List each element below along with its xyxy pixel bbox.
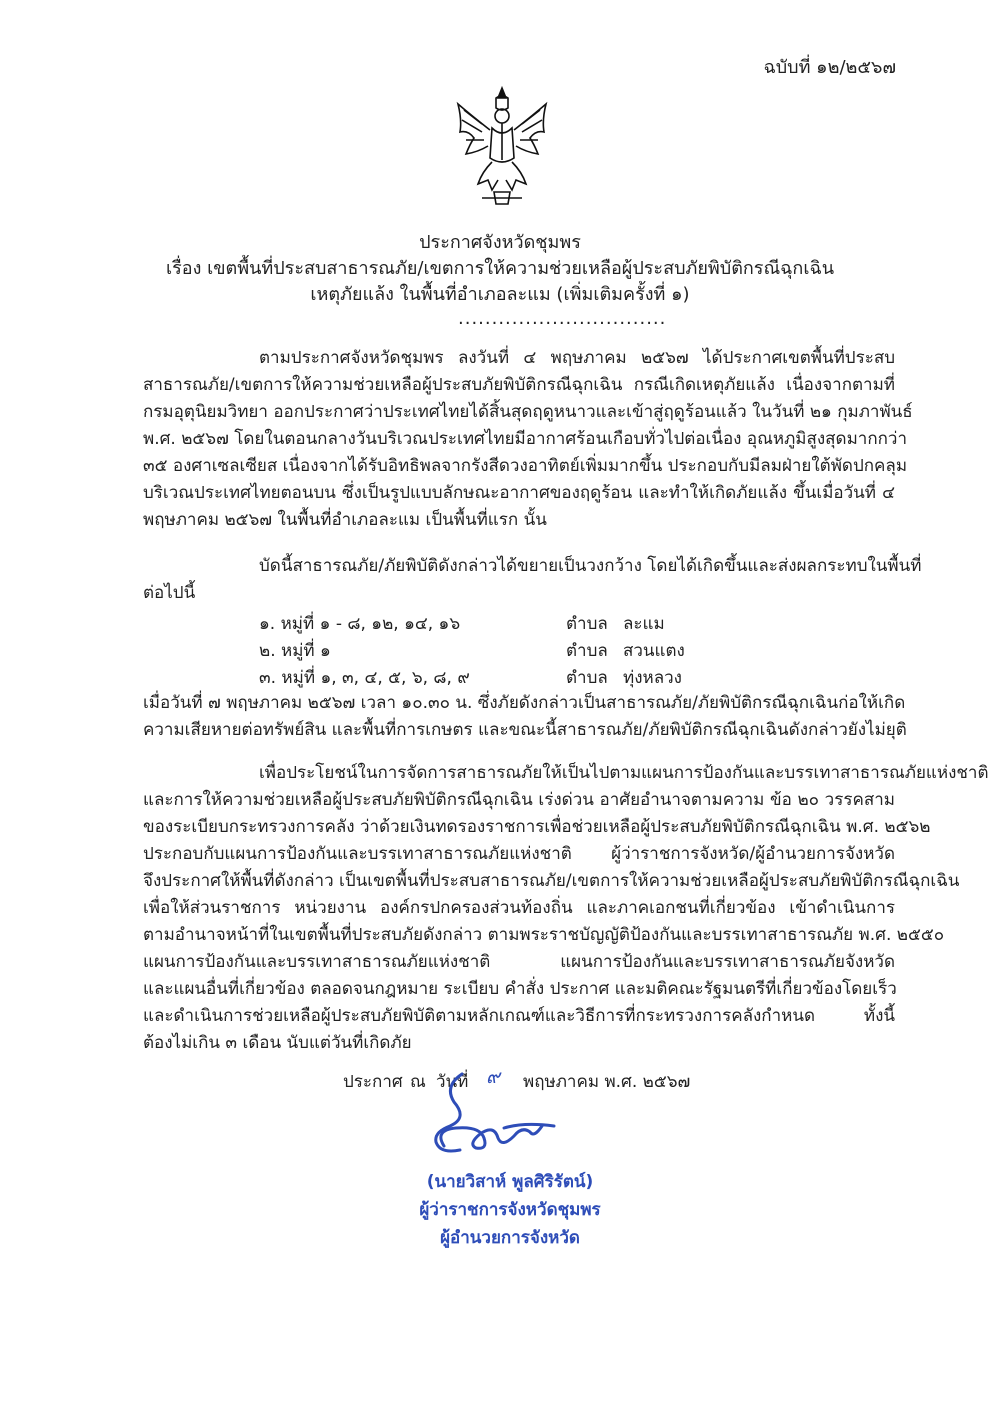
para1-line: กรมอุตุนิยมวิทยา ออกประกาศว่าประเทศไทยได้สิ้นสุดฤดูหนาวและเข้าสู่ฤดูร้อนแล้ว ในวันที่ ๒๑ กุมภาพันธ์ xyxy=(143,402,913,422)
signature-icon xyxy=(384,1066,624,1166)
para4-line: เพื่อประโยชน์ในการจัดการสาธารณภัยให้เป็นไปตามแผนการป้องกันและบรรเทาสาธารณภัยแห่งชาติ xyxy=(259,763,989,783)
para1-line: พฤษภาคม ๒๕๖๗ ในพื้นที่อำเภอละแม เป็นพื้นที่แรก นั้น xyxy=(143,510,547,530)
subject-line-2: เหตุภัยแล้ง ในพื้นที่อำเภอละแม (เพิ่มเติมครั้งที่ ๑) xyxy=(310,284,690,305)
day-label: วันที่ xyxy=(436,1072,469,1092)
para4-line: จึงประกาศให้พื้นที่ดังกล่าว เป็นเขตพื้นที่ประสบสาธารณภัย/เขตการให้ความช่วยเหลือผู้ประสบภัยพิบัติกรณีฉุกเฉิน xyxy=(143,871,960,891)
handwritten-day: ๙ xyxy=(486,1066,500,1088)
month-year: พฤษภาคม พ.ศ. ๒๕๖๗ xyxy=(523,1072,691,1092)
para2-line: บัดนี้สาธารณภัย/ภัยพิบัติดังกล่าวได้ขยายเป็นวงกว้าง โดยได้เกิดขึ้นและส่งผลกระทบในพื้นที่ xyxy=(259,556,922,576)
signatory-name: (นายวิสาห์ พูลศิริรัตน์) xyxy=(426,1172,594,1192)
para1-line: สาธารณภัย/เขตการให้ความช่วยเหลือผู้ประสบภัยพิบัติกรณีฉุกเฉิน กรณีเกิดเหตุภัยแล้ง เนื่องจากตามที่ xyxy=(143,375,895,395)
para2-line: ต่อไปนี้ xyxy=(143,583,196,603)
area-place: สวนแตง xyxy=(623,641,685,661)
area-place: ละแม xyxy=(623,614,665,634)
para4-line: เพื่อให้ส่วนราชการ หน่วยงาน องค์กรปกครองส่วนท้องถิ่น และภาคเอกชนที่เกี่ยวข้อง เข้าดำเนินการ xyxy=(143,898,895,918)
para4-line: และแผนอื่นที่เกี่ยวข้อง ตลอดจนกฎหมาย ระเบียบ คำสั่ง ประกาศ และมติคณะรัฐมนตรีที่เกี่ยวข้องโดยเร็ว xyxy=(143,979,897,999)
para4-line: และการให้ความช่วยเหลือผู้ประสบภัยพิบัติกรณีฉุกเฉิน เร่งด่วน อาศัยอำนาจตามความ ข้อ ๒๐ วรรคสาม xyxy=(143,790,895,810)
para4-line: และดำเนินการช่วยเหลือผู้ประสบภัยพิบัติตามหลักเกณฑ์และวิธีการที่กระทรวงการคลังกำหนด ทั้งนี้ xyxy=(143,1006,895,1026)
para4-line: ตามอำนาจหน้าที่ในเขตพื้นที่ประสบภัยดังกล่าว ตามพระราชบัญญัติป้องกันและบรรเทาสาธารณภัย พ.ศ. ๒๕๕๐ xyxy=(143,925,945,945)
para3-line: ความเสียหายต่อทรัพย์สิน และพื้นที่การเกษตร และขณะนี้สาธารณภัย/ภัยพิบัติกรณีฉุกเฉินดังกล่าวยังไม่ยุติ xyxy=(143,720,907,740)
para1-line: พ.ศ. ๒๕๖๗ โดยในตอนกลางวันบริเวณประเทศไทยมีอากาศร้อนเกือบทั่วไปต่อเนื่อง อุณหภูมิสูงสุดมากกว่า xyxy=(143,429,908,449)
area-place: ทุ่งหลวง xyxy=(623,668,682,688)
area-subdistrict-label: ตำบล xyxy=(566,668,608,688)
document-number: ฉบับที่ ๑๒/๒๕๖๗ xyxy=(763,57,896,78)
at-label: ณ xyxy=(410,1072,426,1092)
para1-line: บริเวณประเทศไทยตอนบน ซึ่งเป็นรูปแบบลักษณะอากาศของฤดูร้อน และทำให้เกิดภัยแล้ง ขึ้นเมื่อวันที่ ๔ xyxy=(143,483,895,503)
para3-line: เมื่อวันที่ ๗ พฤษภาคม ๒๕๖๗ เวลา ๑๐.๓๐ น. ซึ่งภัยดังกล่าวเป็นสาธารณภัย/ภัยพิบัติกรณีฉุกเฉินก่อให้เกิด xyxy=(143,693,906,713)
announced-label: ประกาศ xyxy=(343,1072,403,1092)
area-label: ๓. หมู่ที่ ๑, ๓, ๔, ๕, ๖, ๘, ๙ xyxy=(259,668,470,688)
area-subdistrict-label: ตำบล xyxy=(566,641,608,661)
para4-line: ประกอบกับแผนการป้องกันและบรรเทาสาธารณภัยแห่งชาติ ผู้ว่าราชการจังหวัด/ผู้อำนวยการจังหวัด xyxy=(143,844,895,864)
area-label: ๑. หมู่ที่ ๑ - ๘, ๑๒, ๑๔, ๑๖ xyxy=(259,614,461,634)
para1-line: ตามประกาศจังหวัดชุมพร ลงวันที่ ๔ พฤษภาคม ๒๕๖๗ ได้ประกาศเขตพื้นที่ประสบ xyxy=(259,348,895,368)
signatory-position: ผู้ว่าราชการจังหวัดชุมพร xyxy=(419,1200,601,1220)
subject-line-1: เรื่อง เขตพื้นที่ประสบสาธารณภัย/เขตการให้ความช่วยเหลือผู้ประสบภัยพิบัติกรณีฉุกเฉิน xyxy=(165,258,835,279)
garuda-emblem-icon xyxy=(452,80,552,210)
signatory-role: ผู้อำนวยการจังหวัด xyxy=(440,1228,580,1248)
area-subdistrict-label: ตำบล xyxy=(566,614,608,634)
para4-line: ของระเบียบกระทรวงการคลัง ว่าด้วยเงินทดรองราชการเพื่อช่วยเหลือผู้ประสบภัยพิบัติกรณีฉุกเฉิน พ.ศ. ๒๕๖๒ xyxy=(143,817,931,837)
para4-line: ต้องไม่เกิน ๓ เดือน นับแต่วันที่เกิดภัย xyxy=(143,1033,412,1053)
announcement-title: ประกาศจังหวัดชุมพร xyxy=(419,232,581,253)
para4-line: แผนการป้องกันและบรรเทาสาธารณภัยแห่งชาติ แผนการป้องกันและบรรเทาสาธารณภัยจังหวัด xyxy=(143,952,895,972)
separator: ............................... xyxy=(458,308,667,329)
para1-line: ๓๕ องศาเซลเซียส เนื่องจากได้รับอิทธิพลจากรังสีดวงอาทิตย์เพิ่มมากขึ้น ประกอบกับมีลมฝ่ายใต้พัดปกคลุม xyxy=(143,456,908,476)
area-label: ๒. หมู่ที่ ๑ xyxy=(259,641,331,661)
